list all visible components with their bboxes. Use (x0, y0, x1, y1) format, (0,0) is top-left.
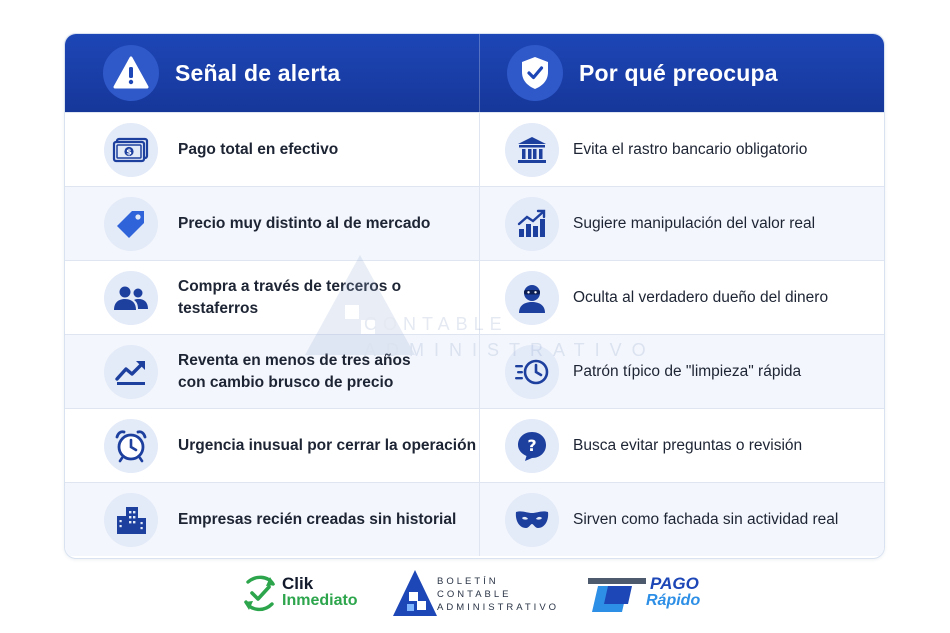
svg-text:?: ? (527, 435, 537, 455)
column-title-reason: Por qué preocupa (579, 59, 778, 86)
pago-rapido-logo (588, 572, 718, 616)
clik-inmediato-logo (240, 572, 375, 616)
table-row (65, 408, 885, 482)
signal-cell (104, 409, 479, 482)
table-row (65, 334, 885, 408)
reason-cell (505, 483, 885, 556)
reason-cell (505, 261, 885, 334)
signal-text: Precio muy distinto al de mercado (178, 214, 431, 232)
row-divider (479, 187, 480, 260)
fast-clock-icon (505, 345, 559, 399)
signal-text: Empresas recién creadas sin historial (178, 510, 457, 528)
trend-up-icon (104, 345, 158, 399)
buildings-icon (104, 493, 158, 547)
alarm-clock-icon (104, 419, 158, 473)
signal-cell (104, 483, 479, 556)
reason-text: Patrón típico de "limpieza" rápida (573, 362, 802, 380)
signal-cell (104, 335, 479, 408)
watermark-line2: ADMINISTRATIVO (364, 340, 656, 360)
signal-text: Compra a través de terceros o testaferros (178, 277, 402, 317)
mask-icon (505, 493, 559, 547)
header-divider (479, 34, 480, 112)
table-header (65, 34, 885, 112)
signal-cell (104, 187, 479, 260)
row-divider (479, 409, 480, 482)
reason-text: Evita el rastro bancario obligatorio (573, 140, 808, 158)
warning-icon (103, 45, 159, 101)
signal-text-line1: Reventa en menos de tres años (178, 351, 411, 369)
column-title-signal: Señal de alerta (175, 59, 341, 86)
footer-logos (0, 566, 950, 622)
signal-text-line2: con cambio brusco de precio (178, 373, 394, 391)
signal-text: Urgencia inusual por cerrar la operación (178, 436, 477, 454)
reason-text: Busca evitar preguntas o revisión (573, 436, 803, 454)
reason-cell (505, 113, 885, 186)
bca-line2: CONTABLE (437, 589, 512, 600)
signal-text (178, 350, 411, 394)
reason-cell (505, 187, 885, 260)
row-divider (479, 113, 480, 186)
clik-line2: Inmediato (282, 592, 358, 609)
reason-text: Oculta al verdadero dueño del dinero (573, 288, 829, 306)
row-divider (479, 261, 480, 334)
header-left (103, 34, 340, 112)
triangle-logo-icon (393, 568, 441, 618)
bca-line3: ADMINISTRATIVO (437, 602, 560, 613)
signal-text: Pago total en efectivo (178, 140, 339, 158)
pago-line2: Rápido (646, 592, 701, 609)
signal-cell (104, 113, 479, 186)
bar-chart-trend-icon (505, 197, 559, 251)
table-row (65, 482, 885, 556)
boletin-contable-logo (393, 568, 563, 618)
row-divider (479, 483, 480, 556)
pago-line1: PAGO (650, 574, 699, 593)
alert-table (64, 33, 885, 559)
bank-icon (505, 123, 559, 177)
shield-check-icon (507, 45, 563, 101)
table-row (65, 186, 885, 260)
price-tag-icon (104, 197, 158, 251)
reason-cell (505, 335, 885, 408)
signal-cell (104, 261, 479, 334)
reason-cell (505, 409, 885, 482)
payment-card-icon (588, 572, 646, 616)
cash-icon (104, 123, 158, 177)
svg-text:$: $ (126, 147, 132, 157)
reason-text: Sugiere manipulación del valor real (573, 214, 816, 232)
watermark-line1: CONTABLE (364, 314, 508, 334)
table-row (65, 112, 885, 186)
people-icon (104, 271, 158, 325)
row-divider (479, 335, 480, 408)
clik-line1: Clik (282, 574, 314, 593)
bca-line1: BOLETÍN (437, 576, 499, 587)
header-right (507, 34, 778, 112)
masked-person-icon (505, 271, 559, 325)
question-bubble-icon (505, 419, 559, 473)
cycle-check-icon (240, 572, 280, 616)
reason-text: Sirven como fachada sin actividad real (573, 510, 839, 528)
table-row (65, 260, 885, 334)
